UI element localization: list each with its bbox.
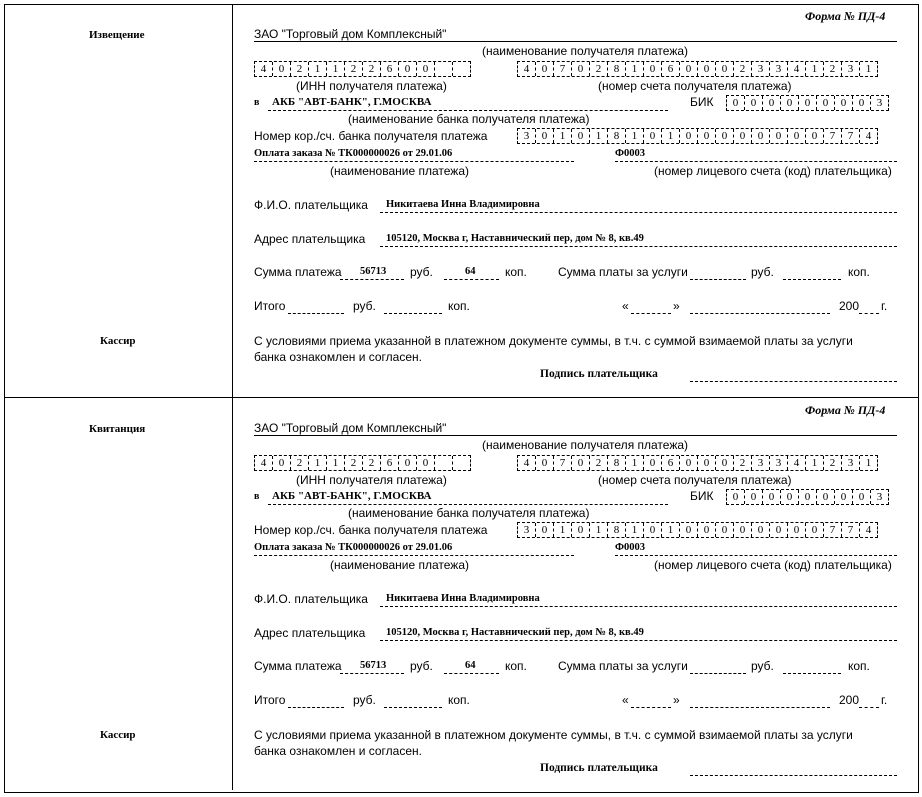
- corr-account-cells: [517, 522, 878, 538]
- digit-cell: 1: [626, 523, 644, 537]
- digit-cell: 0: [835, 96, 853, 110]
- bank-name: АКБ "АВТ-БАНК", Г.МОСКВА: [272, 96, 432, 108]
- digit-cell: 0: [536, 456, 554, 470]
- digit-cell: 0: [716, 523, 734, 537]
- digit-cell: 2: [291, 62, 309, 76]
- digit-cell: 0: [698, 523, 716, 537]
- receipt-section: [4, 397, 918, 790]
- digit-cell: 0: [644, 129, 662, 143]
- payer-address: 105120, Москва г, Наставнический пер, дом № 8, кв.49: [386, 233, 644, 244]
- payer-label: Ф.И.О. плательщика: [254, 592, 368, 606]
- digit-cell: 0: [698, 129, 716, 143]
- doc-type-label: Извещение: [89, 29, 145, 41]
- digit-cell: 0: [698, 62, 716, 76]
- digit-cell: 0: [734, 129, 752, 143]
- year-prefix: 200: [839, 299, 860, 313]
- sum-kop-unit: коп.: [505, 265, 527, 279]
- digit-cell: 0: [817, 96, 835, 110]
- signature-label: Подпись плательщика: [540, 368, 658, 380]
- digit-cell: 3: [876, 97, 883, 109]
- digit-cell: 0: [644, 62, 662, 76]
- account-cells: [517, 61, 878, 77]
- recipient-name: ЗАО "Торговый дом Комплексный": [254, 421, 447, 435]
- total-rub-unit: руб.: [353, 693, 376, 707]
- payer-label: Ф.И.О. плательщика: [254, 198, 368, 212]
- digit-cell: 0: [853, 490, 871, 504]
- digit-cell: 1: [554, 129, 572, 143]
- digit-cell: 0: [680, 62, 698, 76]
- address-label: Адрес плательщика: [254, 626, 366, 640]
- form-name: Форма № ПД-4: [805, 403, 886, 417]
- digit-cell: 0: [572, 456, 590, 470]
- digit-cell: 4: [518, 62, 536, 76]
- account-code: Ф0003: [615, 542, 646, 553]
- digit-cell: 3: [518, 129, 536, 143]
- bank-prefix: в: [254, 491, 260, 502]
- digit-cell: 6: [381, 62, 399, 76]
- digit-cell: 0: [727, 490, 745, 504]
- fee-label: Сумма платы за услуги: [558, 265, 688, 279]
- digit-cell: 3: [842, 456, 860, 470]
- digit-cell: [453, 456, 470, 470]
- digit-cell: 1: [327, 456, 345, 470]
- digit-cell: 8: [608, 523, 626, 537]
- digit-cell: 0: [644, 456, 662, 470]
- digit-cell: 0: [417, 62, 435, 76]
- digit-cell: 2: [734, 62, 752, 76]
- digit-cell: 2: [291, 456, 309, 470]
- digit-cell: 2: [824, 62, 842, 76]
- total-kop-unit: коп.: [448, 693, 470, 707]
- account-cells: [517, 455, 878, 471]
- bank-caption: (наименование банка получателя платежа): [348, 112, 590, 126]
- digit-cell: 0: [273, 456, 291, 470]
- digit-cell: 1: [327, 62, 345, 76]
- digit-cell: 6: [662, 456, 680, 470]
- digit-cell: 1: [865, 63, 872, 75]
- terms-line-2: банка ознакомлен и согласен.: [254, 350, 422, 364]
- digit-cell: 0: [698, 456, 716, 470]
- digit-cell: 0: [572, 129, 590, 143]
- fee-label: Сумма платы за услуги: [558, 659, 688, 673]
- digit-cell: 8: [608, 129, 626, 143]
- digit-cell: 3: [770, 62, 788, 76]
- payer-name: Никитаева Инна Владимировна: [386, 199, 540, 210]
- total-kop-unit: коп.: [448, 299, 470, 313]
- digit-cell: 0: [763, 490, 781, 504]
- sum-label: Сумма платежа: [254, 659, 342, 673]
- digit-cell: [435, 456, 453, 470]
- digit-cell: 1: [590, 523, 608, 537]
- digit-cell: 1: [626, 62, 644, 76]
- digit-cell: 0: [817, 490, 835, 504]
- digit-cell: 2: [734, 456, 752, 470]
- cashier-label: Кассир: [100, 729, 136, 741]
- digit-cell: 1: [806, 62, 824, 76]
- account-caption: (номер счета получателя платежа): [598, 473, 792, 487]
- form-name: Форма № ПД-4: [805, 9, 886, 23]
- year-suffix: г.: [881, 693, 888, 707]
- fee-rub-unit: руб.: [751, 659, 774, 673]
- cashier-label: Кассир: [100, 335, 136, 347]
- bik-label: БИК: [690, 95, 714, 109]
- digit-cell: 0: [788, 523, 806, 537]
- sum-kop: 64: [465, 266, 476, 277]
- digit-cell: 1: [626, 456, 644, 470]
- date-quote-open: «: [622, 693, 629, 707]
- digit-cell: 0: [644, 523, 662, 537]
- fee-rub-unit: руб.: [751, 265, 774, 279]
- bik-cells: [726, 95, 889, 111]
- digit-cell: 1: [554, 523, 572, 537]
- column-divider: [232, 398, 233, 790]
- fee-kop-unit: коп.: [848, 659, 870, 673]
- digit-cell: 7: [842, 129, 860, 143]
- inn-caption: (ИНН получателя платежа): [296, 79, 447, 93]
- sum-rub: 56713: [360, 660, 387, 671]
- notice-section: [4, 4, 918, 397]
- year-suffix: г.: [881, 299, 888, 313]
- digit-cell: 2: [824, 456, 842, 470]
- payment-purpose: Оплата заказа № ТК000000026 от 29.01.06: [254, 148, 453, 159]
- account-code-caption: (номер лицевого счета (код) плательщика): [654, 164, 892, 178]
- digit-cell: 0: [835, 490, 853, 504]
- bank-prefix: в: [254, 97, 260, 108]
- date-quote-open: «: [622, 299, 629, 313]
- digit-cell: [435, 62, 453, 76]
- digit-cell: 6: [381, 456, 399, 470]
- digit-cell: 0: [536, 129, 554, 143]
- corr-account-label: Номер кор./сч. банка получателя платежа: [254, 523, 488, 537]
- digit-cell: 0: [806, 523, 824, 537]
- digit-cell: 4: [865, 130, 872, 142]
- digit-cell: [453, 62, 470, 76]
- digit-cell: 0: [536, 62, 554, 76]
- account-code: Ф0003: [615, 148, 646, 159]
- doc-type-label: Квитанция: [89, 423, 146, 435]
- digit-cell: 0: [716, 62, 734, 76]
- digit-cell: 7: [824, 523, 842, 537]
- purpose-caption: (наименование платежа): [330, 558, 469, 572]
- digit-cell: 7: [842, 523, 860, 537]
- digit-cell: 0: [536, 523, 554, 537]
- digit-cell: 0: [770, 129, 788, 143]
- total-label: Итого: [254, 693, 286, 707]
- digit-cell: 1: [309, 62, 327, 76]
- recipient-caption: (наименование получателя платежа): [482, 438, 689, 452]
- year-prefix: 200: [839, 693, 860, 707]
- total-rub-unit: руб.: [353, 299, 376, 313]
- digit-cell: 0: [770, 523, 788, 537]
- inn-cells: [254, 455, 471, 471]
- digit-cell: 4: [255, 456, 273, 470]
- bank-caption: (наименование банка получателя платежа): [348, 506, 590, 520]
- digit-cell: 0: [752, 523, 770, 537]
- sum-rub-unit: руб.: [410, 265, 433, 279]
- digit-cell: 0: [572, 62, 590, 76]
- digit-cell: 8: [608, 456, 626, 470]
- digit-cell: 0: [752, 129, 770, 143]
- digit-cell: 0: [727, 96, 745, 110]
- bik-cells: [726, 489, 889, 505]
- digit-cell: 4: [518, 456, 536, 470]
- digit-cell: 1: [626, 129, 644, 143]
- digit-cell: 2: [590, 62, 608, 76]
- sum-kop: 64: [465, 660, 476, 671]
- digit-cell: 3: [842, 62, 860, 76]
- payer-name: Никитаева Инна Владимировна: [386, 593, 540, 604]
- digit-cell: 0: [716, 129, 734, 143]
- digit-cell: 1: [662, 129, 680, 143]
- payment-purpose: Оплата заказа № ТК000000026 от 29.01.06: [254, 542, 453, 553]
- digit-cell: 1: [590, 129, 608, 143]
- terms-line-2: банка ознакомлен и согласен.: [254, 744, 422, 758]
- account-code-caption: (номер лицевого счета (код) плательщика): [654, 558, 892, 572]
- digit-cell: 0: [781, 96, 799, 110]
- sum-rub: 56713: [360, 266, 387, 277]
- digit-cell: 3: [752, 456, 770, 470]
- terms-line-1: С условиями приема указанной в платежном документе суммы, в т.ч. с суммой взимаемой платы за услуги: [254, 334, 853, 348]
- digit-cell: 4: [255, 62, 273, 76]
- digit-cell: 0: [734, 523, 752, 537]
- digit-cell: 0: [763, 96, 781, 110]
- corr-account-label: Номер кор./сч. банка получателя платежа: [254, 129, 488, 143]
- digit-cell: 3: [752, 62, 770, 76]
- digit-cell: 1: [662, 523, 680, 537]
- digit-cell: 2: [363, 62, 381, 76]
- date-quote-close: »: [673, 299, 680, 313]
- digit-cell: 1: [865, 457, 872, 469]
- digit-cell: 0: [680, 129, 698, 143]
- digit-cell: 0: [806, 129, 824, 143]
- recipient-name: ЗАО "Торговый дом Комплексный": [254, 27, 447, 41]
- purpose-caption: (наименование платежа): [330, 164, 469, 178]
- digit-cell: 7: [554, 456, 572, 470]
- payer-address: 105120, Москва г, Наставнический пер, дом № 8, кв.49: [386, 627, 644, 638]
- digit-cell: 0: [799, 490, 817, 504]
- date-quote-close: »: [673, 693, 680, 707]
- digit-cell: 4: [788, 456, 806, 470]
- digit-cell: 3: [770, 456, 788, 470]
- digit-cell: 0: [680, 456, 698, 470]
- terms-line-1: С условиями приема указанной в платежном документе суммы, в т.ч. с суммой взимаемой платы за услуги: [254, 728, 853, 742]
- recipient-caption: (наименование получателя платежа): [482, 44, 689, 58]
- total-label: Итого: [254, 299, 286, 313]
- fee-kop-unit: коп.: [848, 265, 870, 279]
- digit-cell: 2: [363, 456, 381, 470]
- digit-cell: 0: [399, 62, 417, 76]
- digit-cell: 2: [345, 62, 363, 76]
- digit-cell: 7: [824, 129, 842, 143]
- inn-caption: (ИНН получателя платежа): [296, 473, 447, 487]
- digit-cell: 3: [518, 523, 536, 537]
- digit-cell: 4: [865, 524, 872, 536]
- sum-rub-unit: руб.: [410, 659, 433, 673]
- address-label: Адрес плательщика: [254, 232, 366, 246]
- column-divider: [232, 4, 233, 397]
- digit-cell: 0: [799, 96, 817, 110]
- digit-cell: 0: [417, 456, 435, 470]
- digit-cell: 0: [572, 523, 590, 537]
- inn-cells: [254, 61, 471, 77]
- digit-cell: 6: [662, 62, 680, 76]
- digit-cell: 0: [273, 62, 291, 76]
- digit-cell: 3: [876, 491, 883, 503]
- sum-kop-unit: коп.: [505, 659, 527, 673]
- digit-cell: 0: [745, 490, 763, 504]
- bik-label: БИК: [690, 489, 714, 503]
- digit-cell: 1: [309, 456, 327, 470]
- digit-cell: 0: [716, 456, 734, 470]
- digit-cell: 8: [608, 62, 626, 76]
- digit-cell: 0: [745, 96, 763, 110]
- account-caption: (номер счета получателя платежа): [598, 79, 792, 93]
- digit-cell: 4: [788, 62, 806, 76]
- digit-cell: 0: [680, 523, 698, 537]
- digit-cell: 0: [399, 456, 417, 470]
- signature-label: Подпись плательщика: [540, 762, 658, 774]
- digit-cell: 0: [853, 96, 871, 110]
- digit-cell: 0: [788, 129, 806, 143]
- corr-account-cells: [517, 128, 878, 144]
- bank-name: АКБ "АВТ-БАНК", Г.МОСКВА: [272, 490, 432, 502]
- sum-label: Сумма платежа: [254, 265, 342, 279]
- digit-cell: 7: [554, 62, 572, 76]
- digit-cell: 2: [345, 456, 363, 470]
- digit-cell: 0: [781, 490, 799, 504]
- digit-cell: 2: [590, 456, 608, 470]
- digit-cell: 1: [806, 456, 824, 470]
